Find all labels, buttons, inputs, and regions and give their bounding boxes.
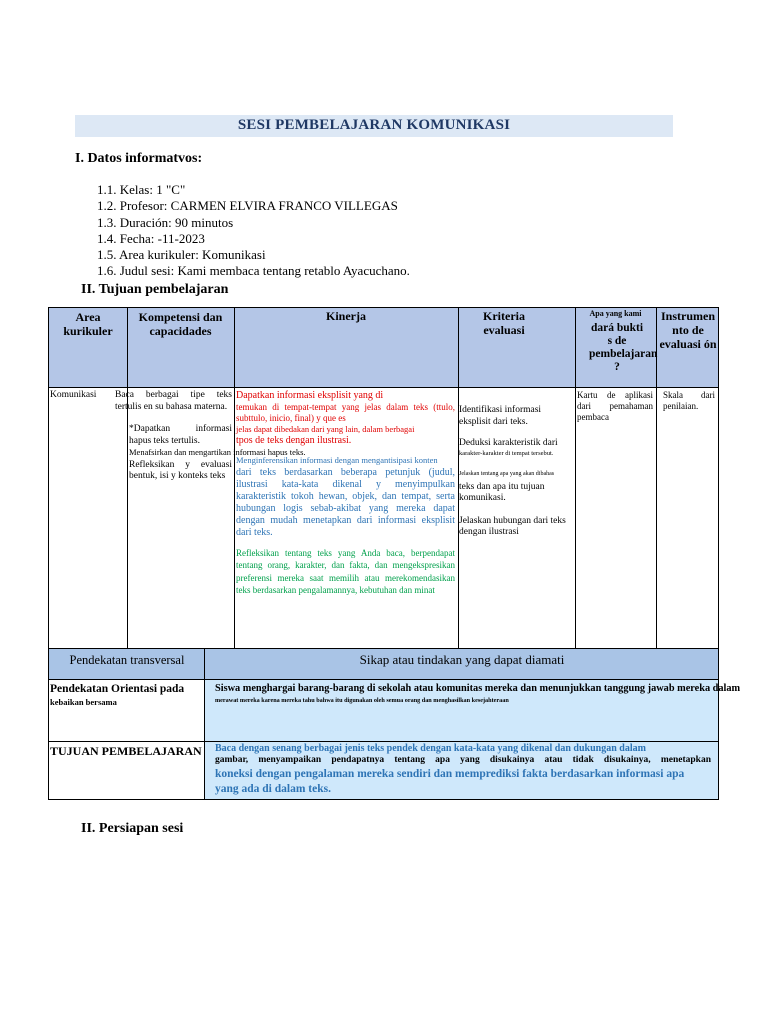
- cell-area: Komunikasi: [50, 390, 97, 400]
- section-tujuan-heading: II. Tujuan pembelajaran: [81, 282, 229, 297]
- cell-pendekatan-orientasi: Pendekatan Orientasi pada: [50, 683, 185, 695]
- header-instrumen: Instrumen nto de evaluasi ón: [659, 309, 717, 351]
- section-datos-heading: I. Datos informatvos:: [75, 151, 203, 166]
- header-area: Area kurikuler: [63, 310, 113, 338]
- cell-merawat: merawat mereka karena mereka tahu bahwa itu digunakan oleh semua orang dan menghasilkan kesejahteraan: [215, 697, 509, 704]
- page-title: SESI PEMBELAJARAN KOMUNIKASI: [237, 117, 511, 133]
- table-row: [49, 680, 741, 742]
- table-row: [49, 742, 718, 799]
- cell-siswa-menghargai: Siswa menghargai barang-barang di sekolah atau komunitas mereka dan menunjukkan tanggung jawab mereka dalam: [215, 683, 741, 694]
- cell-bukti: Kartu de aplikasi dari pemahaman pembaca: [577, 390, 653, 422]
- info-item-judul: 1.6. Judul sesi: Kami membaca tentang retablo Ayacuchano.: [97, 263, 410, 279]
- cell-pendekatan-transversal: Pendekatan transversal: [69, 653, 185, 667]
- info-item-profesor: 1.2. Profesor: CARMEN ELVIRA FRANCO VILLEGAS: [97, 198, 398, 214]
- learning-goals-table: [48, 307, 719, 649]
- header-apa-small: Apa yang kami: [589, 309, 642, 318]
- cell-tujuan-line1: Baca dengan senang berbagai jenis teks pendek dengan kata-kata yang dikenal dan dukungan dalam: [215, 743, 646, 754]
- info-item-duracion: 1.3. Duración: 90 minutos: [97, 214, 234, 230]
- transversal-table: [48, 648, 741, 800]
- cell-kompetensi: Baca berbagai tipe teks tertulis en su bahasa materna. *Dapatkan informasi hapus teks tertulis. Menafsirkan dan mengartikan informasi hapus teks. Refleksikan y evaluasi bentuk, isi y konteks teks: [115, 390, 306, 481]
- cell-kriteria: Identifikasi informasi eksplisit dari teks. Deduksi karakteristik dari karakter-karakter di tempat tersebut. Jelaskan tentang apa yang akan dibahas teks dan apa itu tujuan komunikasi. Jelaskan hubungan dari teks dengan ilustrasi: [459, 405, 566, 537]
- header-kinerja: Kinerja: [326, 309, 366, 323]
- cell-kinerja: Dapatkan informasi eksplisit yang di temukan di tempat-tempat yang jelas dalam teks (ttulo, subttulo, inicio, final) y que es jelas dapat dibedakan dari yang lain, dalam berbagai tpos de teks dengan ilustrasi. Menginferensikan informasi dengan mengantisipasi konten dari teks berdasarkan beberapa petunjuk (judul, ilustrasi kata-kata dikenal y menyimpulkan karakteristik tokoh hewan, objek, dan tempat, serta hubungan logis sebab-akibat yang mereka dapat dengan mudah menetapkan dari informasi eksplisit dari teks. Refleksikan tentang teks yang Anda baca, berpendapat tentang orang, karakter, dan fakta, dan mengekspresikan preferensi mereka saat memilih atau merekomendasikan teks berdasarkan pengalamannya, kebutuhan dan minat: [236, 390, 455, 595]
- cell-sikap-header: Sikap atau tindakan yang dapat diamati: [359, 652, 565, 667]
- table-row: [49, 649, 718, 680]
- info-list: [97, 182, 410, 280]
- header-kriteria: Kriteria evaluasi: [483, 309, 525, 337]
- cell-tujuan-line3: koneksi dengan pengalaman mereka sendiri dan memprediksi fakta berdasarkan informasi apa yang ada di dalam teks.: [215, 768, 685, 795]
- cell-instrumen: Skala dari penilaian.: [663, 390, 715, 411]
- cell-tujuan-line2: gambar, menyampaikan pendapatnya tentang apa yang disukainya atau tidak disukainya, menetapkan: [215, 755, 711, 765]
- cell-tujuan-pembelajaran: TUJUAN PEMBELAJARAN: [50, 744, 202, 758]
- header-kompetensi: Kompetensi dan capacidades: [138, 310, 223, 338]
- info-item-area: 1.5. Area kurikuler: Komunikasi: [97, 247, 266, 263]
- section-persiapan-heading: II. Persiapan sesi: [81, 821, 184, 836]
- cell-kebaikan-bersama: kebaikan bersama: [50, 697, 117, 707]
- info-item-fecha: 1.4. Fecha: -11-2023: [97, 230, 205, 246]
- info-item-kelas: 1.1. Kelas: 1 "C": [97, 182, 186, 197]
- header-bukti: dará bukti s de pembelajaran ?: [589, 322, 658, 373]
